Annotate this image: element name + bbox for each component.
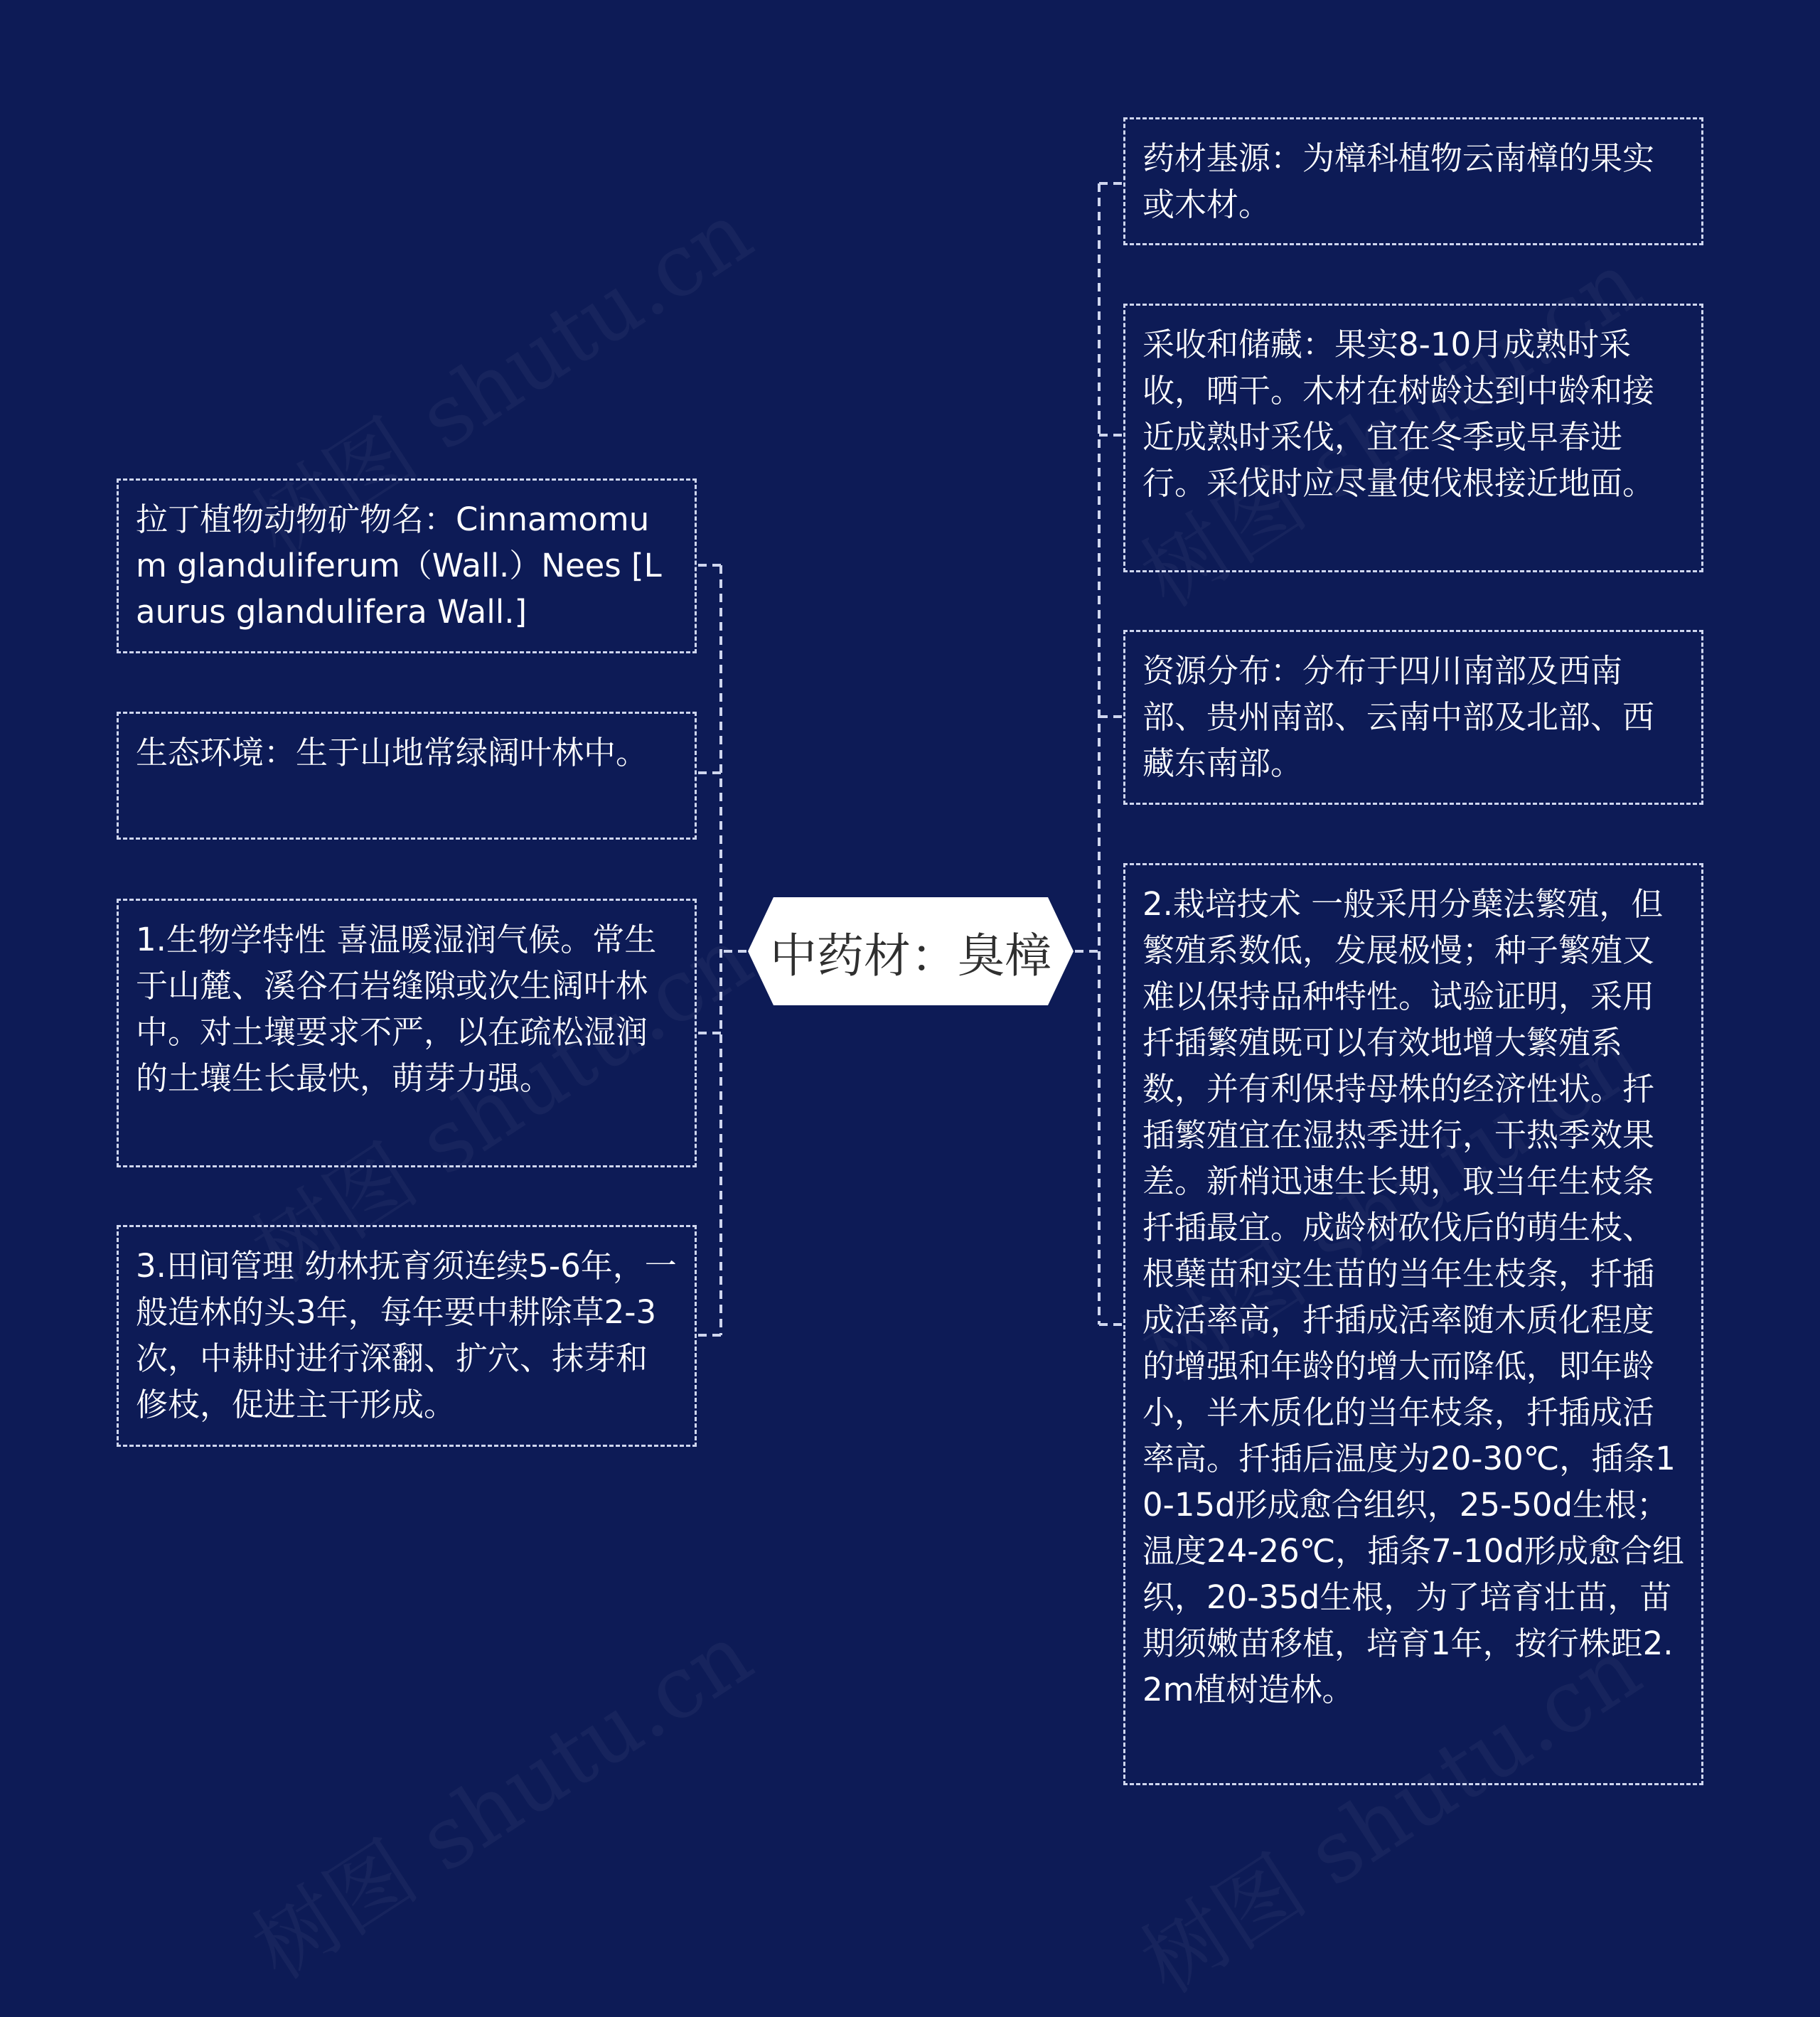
node-distribution[interactable]: 资源分布：分布于四川南部及西南部、贵州南部、云南中部及北部、西藏东南部。: [1123, 630, 1703, 805]
node-field-management[interactable]: 3.田间管理 幼林抚育须连续5-6年，一般造林的头3年，每年要中耕除草2-3次，中耕时进行深翻、扩穴、抹芽和修枝，促进主干形成。: [117, 1225, 697, 1447]
node-harvest[interactable]: 采收和储藏：果实8-10月成熟时采收，晒干。木材在树龄达到中龄和接近成熟时采伐，宜在冬季或早春进行。采伐时应尽量使伐根接近地面。: [1123, 304, 1703, 572]
node-source[interactable]: 药材基源：为樟科植物云南樟的果实或木材。: [1123, 117, 1703, 245]
node-latin-name[interactable]: 拉丁植物动物矿物名：Cinnamomum glanduliferum（Wall.）Nees [Laurus glandulifera Wall.]: [117, 478, 697, 653]
node-cultivation[interactable]: 2.栽培技术 一般采用分蘖法繁殖，但繁殖系数低，发展极慢；种子繁殖又难以保持品种特性。试验证明，采用扦插繁殖既可以有效地增大繁殖系数，并有利保持母株的经济性状。扦插繁殖宜在湿热季进行，干热季效果差。新梢迅速生长期，取当年生枝条扦插最宜。成龄树砍伐后的萌生枝、根蘖苗和实生苗的当年生枝条，扦插成活率高，扦插成活率随木质化程度的增强和年龄的增大而降低，即年龄小，半木质化的当年枝条，扦插成活率高。扦插后温度为20-30℃，插条10-15d形成愈合组织，25-50d生根；温度24-26℃，插条7-10d形成愈合组织，20-35d生根，为了培育壮苗，苗期须嫩苗移植，培育1年，按行株距2.2m植树造林。: [1123, 863, 1703, 1785]
central-topic-label: 中药材：臭樟: [770, 928, 1051, 983]
node-habitat[interactable]: 生态环境：生于山地常绿阔叶林中。: [117, 712, 697, 840]
node-biology[interactable]: 1.生物学特性 喜温暖湿润气候。常生于山麓、溪谷石岩缝隙或次生阔叶林中。对土壤要求不严，以在疏松湿润的土壤生长最快，萌芽力强。: [117, 899, 697, 1167]
central-topic[interactable]: [746, 896, 1075, 1007]
